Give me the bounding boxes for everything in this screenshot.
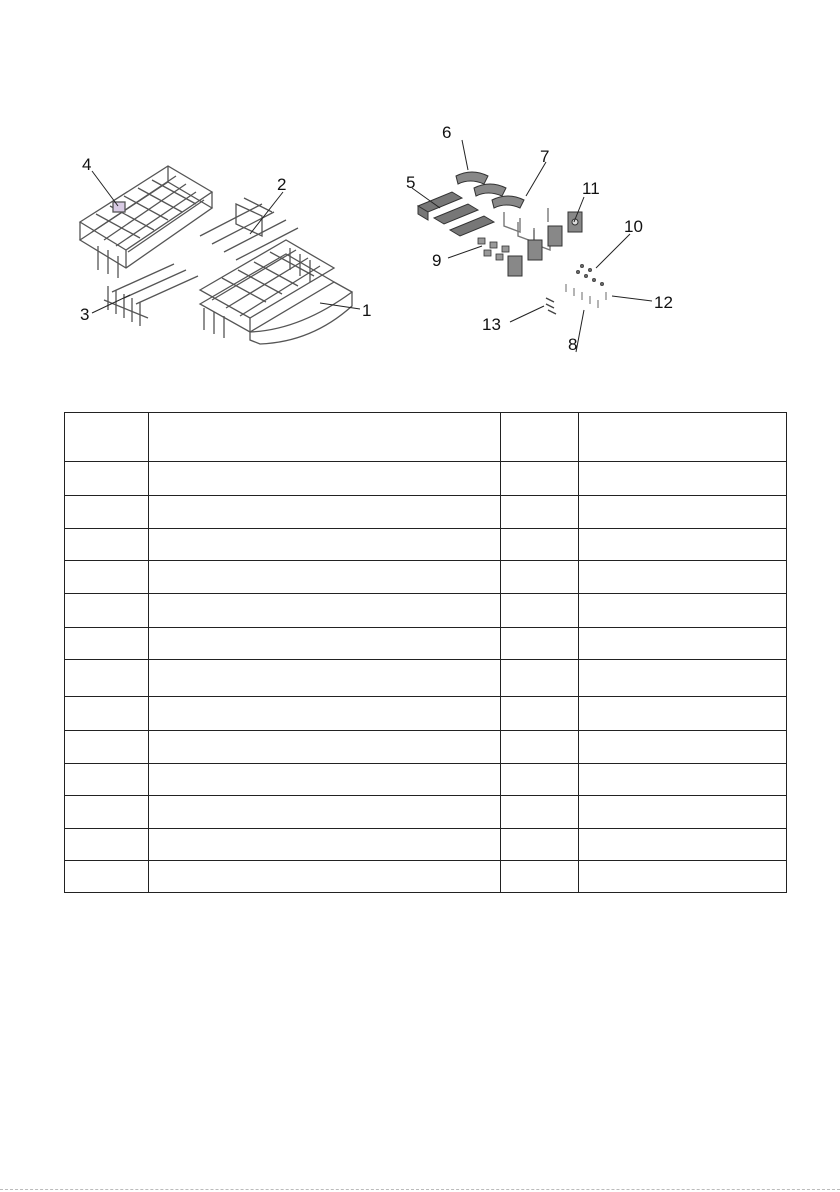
table-cell: [65, 829, 149, 861]
callout-12: 12: [654, 293, 673, 312]
table-cell: [149, 660, 501, 697]
table-cell: [579, 731, 787, 764]
table-cell: [501, 861, 579, 893]
table-cell: [65, 764, 149, 796]
table-cell: [501, 413, 579, 462]
table-row: [65, 496, 787, 529]
table-cell: [65, 796, 149, 829]
table-cell: [501, 829, 579, 861]
table-cell: [149, 697, 501, 731]
table-cell: [501, 697, 579, 731]
table-cell: [149, 561, 501, 594]
table-cell: [149, 529, 501, 561]
table-cell: [149, 594, 501, 628]
table-cell: [579, 529, 787, 561]
table-cell: [579, 660, 787, 697]
table-row: [65, 594, 787, 628]
table-cell: [501, 529, 579, 561]
table-cell: [65, 462, 149, 496]
table-cell: [501, 462, 579, 496]
table-row: [65, 861, 787, 893]
table-cell: [501, 660, 579, 697]
table-row: [65, 660, 787, 697]
table-cell: [579, 861, 787, 893]
table-cell: [65, 697, 149, 731]
table-cell: [579, 697, 787, 731]
table-row: [65, 829, 787, 861]
table-cell: [501, 594, 579, 628]
callout-9: 9: [432, 251, 442, 270]
table-cell: [149, 462, 501, 496]
table-cell: [149, 628, 501, 660]
table-cell: [149, 413, 501, 462]
parts-diagram: [0, 0, 840, 400]
table-cell: [65, 731, 149, 764]
parts-list-table: [64, 412, 787, 893]
brand-tag-icon: [113, 202, 125, 212]
callout-3: 3: [80, 305, 90, 324]
table-row: [65, 731, 787, 764]
table-cell: [501, 796, 579, 829]
callout-7: 7: [540, 147, 550, 166]
callout-1: 1: [362, 301, 372, 320]
table-cell: [579, 829, 787, 861]
table-cell: [65, 594, 149, 628]
table-cell: [579, 796, 787, 829]
table-cell: [65, 660, 149, 697]
table-row: [65, 764, 787, 796]
callout-11: 11: [582, 179, 600, 198]
table-cell: [149, 829, 501, 861]
table-cell: [149, 861, 501, 893]
table-cell: [65, 413, 149, 462]
table-cell: [65, 529, 149, 561]
exploded-parts-illustration: [0, 0, 840, 400]
table-cell: [65, 861, 149, 893]
rack-basket-drawing: [80, 166, 352, 344]
table-cell: [149, 731, 501, 764]
callout-13: 13: [482, 315, 501, 334]
table-row: [65, 462, 787, 496]
table-cell: [579, 496, 787, 529]
table-cell: [579, 413, 787, 462]
callout-5: 5: [406, 173, 416, 192]
table-cell: [579, 628, 787, 660]
table-cell: [501, 764, 579, 796]
table-cell: [501, 561, 579, 594]
table-cell: [65, 496, 149, 529]
table-cell: [501, 496, 579, 529]
table-cell: [149, 764, 501, 796]
table-cell: [501, 731, 579, 764]
callout-10: 10: [624, 217, 643, 236]
table-row: [65, 628, 787, 660]
callout-2: 2: [277, 175, 287, 194]
table-cell: [579, 764, 787, 796]
table-cell: [149, 496, 501, 529]
table-row: [65, 561, 787, 594]
table-cell: [579, 462, 787, 496]
callout-8: 8: [568, 335, 578, 354]
table-cell: [579, 561, 787, 594]
table-row: [65, 697, 787, 731]
callout-6: 6: [442, 123, 452, 142]
table-cell: [579, 594, 787, 628]
mounting-hardware-drawing: [418, 172, 606, 314]
leader-lines: [92, 140, 652, 352]
callout-4: 4: [82, 155, 92, 174]
table-cell: [149, 796, 501, 829]
table-row: [65, 796, 787, 829]
table-cell: [65, 561, 149, 594]
table-row: [65, 529, 787, 561]
table-cell: [65, 628, 149, 660]
page-bottom-divider: [0, 1189, 840, 1190]
table-header-row: [65, 413, 787, 462]
table-cell: [501, 628, 579, 660]
